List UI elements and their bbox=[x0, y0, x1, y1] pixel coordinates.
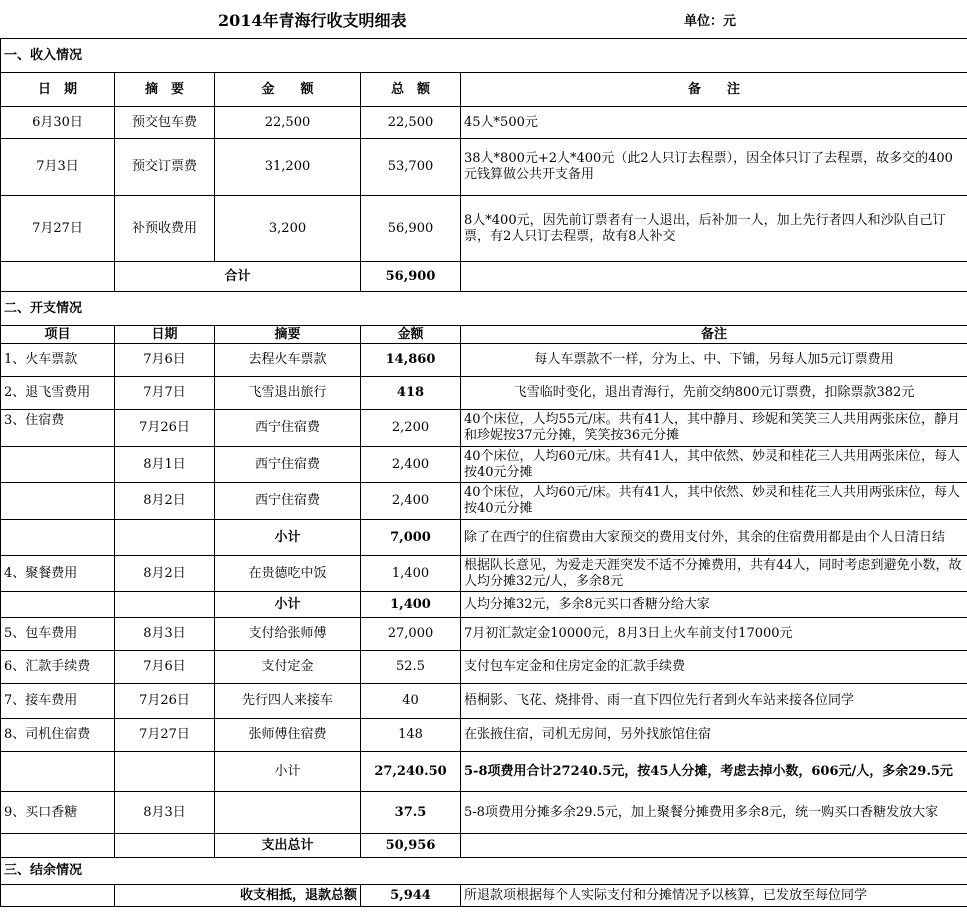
expense-remark: 支付包车定金和住房定金的汇款手续费 bbox=[461, 651, 967, 684]
expense-summary: 先行四人来接车 bbox=[215, 684, 361, 719]
income-summary: 预交订票费 bbox=[115, 139, 215, 196]
balance-label: 收支相抵，退款总额 bbox=[115, 885, 361, 907]
lodging-subtotal-row bbox=[1, 520, 967, 556]
income-sum-row bbox=[1, 262, 967, 292]
expense-summary: 张师傅住宿费 bbox=[215, 719, 361, 752]
expense-date: 7月26日 bbox=[115, 684, 215, 719]
expense-item: 7、接车费用 bbox=[1, 684, 115, 719]
income-header-remark: 备 注 bbox=[461, 73, 967, 107]
balance-row bbox=[1, 885, 967, 907]
income-date: 6月30日 bbox=[1, 107, 115, 139]
expense-amount: 2,400 bbox=[361, 447, 461, 483]
expense-item: 5、包车费用 bbox=[1, 618, 115, 651]
sheet-title: 2014年青海行收支明细表 bbox=[218, 11, 407, 30]
subtotal-value: 27,240.50 bbox=[361, 752, 461, 792]
expense-amount: 1,400 bbox=[361, 556, 461, 592]
expense-amount: 37.5 bbox=[361, 792, 461, 834]
expense-amount: 418 bbox=[361, 377, 461, 410]
dinner-subtotal-row bbox=[1, 592, 967, 618]
expense-summary: 支付定金 bbox=[215, 651, 361, 684]
expense-summary: 支付给张师傅 bbox=[215, 618, 361, 651]
subtotal-label: 小计 bbox=[215, 592, 361, 618]
expense-date: 8月3日 bbox=[115, 792, 215, 834]
expense-section-title: 二、开支情况 bbox=[1, 292, 967, 326]
income-amount: 3,200 bbox=[215, 196, 361, 262]
expense-remark: 7月初汇款定金10000元，8月3日上火车前支付17000元 bbox=[461, 618, 967, 651]
table-row bbox=[1, 410, 967, 447]
expense-amount: 148 bbox=[361, 719, 461, 752]
table-row bbox=[1, 618, 967, 651]
expense-amount: 2,200 bbox=[361, 410, 461, 447]
expense-date: 7月7日 bbox=[115, 377, 215, 410]
expense-amount: 52.5 bbox=[361, 651, 461, 684]
expense-remark: 每人车票款不一样，分为上、中、下铺，另每人加5元订票费用 bbox=[461, 344, 967, 377]
income-header-date: 日 期 bbox=[1, 73, 115, 107]
unit-label: 单位：元 bbox=[684, 14, 737, 29]
expense-remark: 40个床位，人均60元/床。共有41人，其中依然、妙灵和桂花三人共用两张床位，每人按40元分摊 bbox=[461, 447, 967, 483]
expense-item: 4、聚餐费用 bbox=[1, 556, 115, 592]
expense-section-row bbox=[1, 292, 967, 326]
income-total: 56,900 bbox=[361, 196, 461, 262]
balance-remark: 所退款项根据每个人实际支付和分摊情况予以核算，已发放至每位同学 bbox=[461, 885, 967, 907]
expense-date: 8月2日 bbox=[115, 556, 215, 592]
expense-date: 7月27日 bbox=[115, 719, 215, 752]
expense-date: 8月2日 bbox=[115, 483, 215, 520]
expense-summary: 西宁住宿费 bbox=[215, 410, 361, 447]
table-row bbox=[1, 447, 967, 483]
expense-remark: 根据队长意见，为爱走天涯突发不适不分摊费用，共有44人，同时考虑到避免小数，故人均分摊32元/人，多余8元 bbox=[461, 556, 967, 592]
expense-summary: 西宁住宿费 bbox=[215, 447, 361, 483]
expense-remark: 5-8项费用分摊多余29.5元，加上聚餐分摊费用多余8元，统一购买口香糖发放大家 bbox=[461, 792, 967, 834]
subtotal-remark: 除了在西宁的住宿费由大家预交的费用支付外，其余的住宿费用都是由个人日清日结 bbox=[461, 520, 967, 556]
income-remark: 8人*400元，因先前订票者有一人退出，后补加一人，加上先行者四人和沙队自己订票，有2人只订去程票，故有8人补交 bbox=[461, 196, 967, 262]
table-row bbox=[1, 344, 967, 377]
expense-date: 8月3日 bbox=[115, 618, 215, 651]
income-header-total: 总 额 bbox=[361, 73, 461, 107]
expense-remark: 在张掖住宿，司机无房间，另外找旅馆住宿 bbox=[461, 719, 967, 752]
expense-date: 8月1日 bbox=[115, 447, 215, 483]
income-header-row bbox=[1, 73, 967, 107]
expense-date: 7月6日 bbox=[115, 651, 215, 684]
table-row bbox=[1, 651, 967, 684]
balance-section-row bbox=[1, 858, 967, 885]
balance-value: 5,944 bbox=[361, 885, 461, 907]
table-row bbox=[1, 107, 967, 139]
table-row bbox=[1, 483, 967, 520]
expense-total-row bbox=[1, 834, 967, 858]
expense-header-row bbox=[1, 326, 967, 344]
expense-summary: 西宁住宿费 bbox=[215, 483, 361, 520]
subtotal-remark: 人均分摊32元，多余8元买口香糖分给大家 bbox=[461, 592, 967, 618]
income-header-summary: 摘 要 bbox=[115, 73, 215, 107]
expense-item: 1、火车票款 bbox=[1, 344, 115, 377]
expense-item: 3、住宿费 bbox=[1, 410, 115, 447]
expense-total-label: 支出总计 bbox=[215, 834, 361, 858]
expense-date: 7月26日 bbox=[115, 410, 215, 447]
income-date: 7月27日 bbox=[1, 196, 115, 262]
expense-remark: 40个床位，人均55元/床。共有41人，其中静月、珍妮和笑笑三人共用两张床位，静月和珍妮按37元分摊，笑笑按36元分摊 bbox=[461, 410, 967, 447]
expense-header-item: 项目 bbox=[1, 326, 115, 344]
income-total: 22,500 bbox=[361, 107, 461, 139]
income-amount: 22,500 bbox=[215, 107, 361, 139]
table-row bbox=[1, 684, 967, 719]
subtotal-label: 小计 bbox=[215, 520, 361, 556]
income-date: 7月3日 bbox=[1, 139, 115, 196]
expense-summary: 去程火车票款 bbox=[215, 344, 361, 377]
income-sum-label: 合计 bbox=[115, 262, 361, 292]
expense-item: 2、退飞雪费用 bbox=[1, 377, 115, 410]
expense-remark: 梧桐影、飞花、烧排骨、雨一直下四位先行者到火车站来接各位同学 bbox=[461, 684, 967, 719]
items-5-8-subtotal-row bbox=[1, 752, 967, 792]
expense-header-remark: 备注 bbox=[461, 326, 967, 344]
expense-amount: 27,000 bbox=[361, 618, 461, 651]
title-row bbox=[0, 0, 967, 34]
expense-date: 7月6日 bbox=[115, 344, 215, 377]
expense-amount: 40 bbox=[361, 684, 461, 719]
table-row bbox=[1, 139, 967, 196]
subtotal-value: 7,000 bbox=[361, 520, 461, 556]
income-remark: 45人*500元 bbox=[461, 107, 967, 139]
income-section-row bbox=[1, 39, 967, 73]
income-total: 53,700 bbox=[361, 139, 461, 196]
ledger-table bbox=[0, 38, 967, 907]
expense-item: 9、买口香糖 bbox=[1, 792, 115, 834]
balance-section-title: 三、结余情况 bbox=[1, 858, 967, 885]
expense-amount: 2,400 bbox=[361, 483, 461, 520]
expense-total-value: 50,956 bbox=[361, 834, 461, 858]
table-row bbox=[1, 719, 967, 752]
expense-header-date: 日期 bbox=[115, 326, 215, 344]
income-sum-value: 56,900 bbox=[361, 262, 461, 292]
expense-amount: 14,860 bbox=[361, 344, 461, 377]
expense-item: 8、司机住宿费 bbox=[1, 719, 115, 752]
expense-summary: 在贵德吃中饭 bbox=[215, 556, 361, 592]
expense-remark: 40个床位，人均60元/床。共有41人，其中依然、妙灵和桂花三人共用两张床位，每人按40元分摊 bbox=[461, 483, 967, 520]
table-row bbox=[1, 196, 967, 262]
income-amount: 31,200 bbox=[215, 139, 361, 196]
table-row bbox=[1, 792, 967, 834]
income-summary: 预交包车费 bbox=[115, 107, 215, 139]
expense-header-amount: 金额 bbox=[361, 326, 461, 344]
expense-header-summary: 摘要 bbox=[215, 326, 361, 344]
expense-remark: 飞雪临时变化，退出青海行，先前交纳800元订票费，扣除票款382元 bbox=[461, 377, 967, 410]
expense-summary: 飞雪退出旅行 bbox=[215, 377, 361, 410]
subtotal-value: 1,400 bbox=[361, 592, 461, 618]
income-header-amount: 金 额 bbox=[215, 73, 361, 107]
income-remark: 38人*800元+2人*400元（此2人只订去程票），因全体只订了去程票，故多交的400元钱算做公共开支备用 bbox=[461, 139, 967, 196]
income-summary: 补预收费用 bbox=[115, 196, 215, 262]
expense-item: 6、汇款手续费 bbox=[1, 651, 115, 684]
subtotal-remark: 5-8项费用合计27240.5元，按45人分摊，考虑去掉小数，606元/人，多余29.5元 bbox=[461, 752, 967, 792]
subtotal-label: 小计 bbox=[215, 752, 361, 792]
table-row bbox=[1, 556, 967, 592]
table-row bbox=[1, 377, 967, 410]
income-section-title: 一、收入情况 bbox=[1, 39, 967, 73]
